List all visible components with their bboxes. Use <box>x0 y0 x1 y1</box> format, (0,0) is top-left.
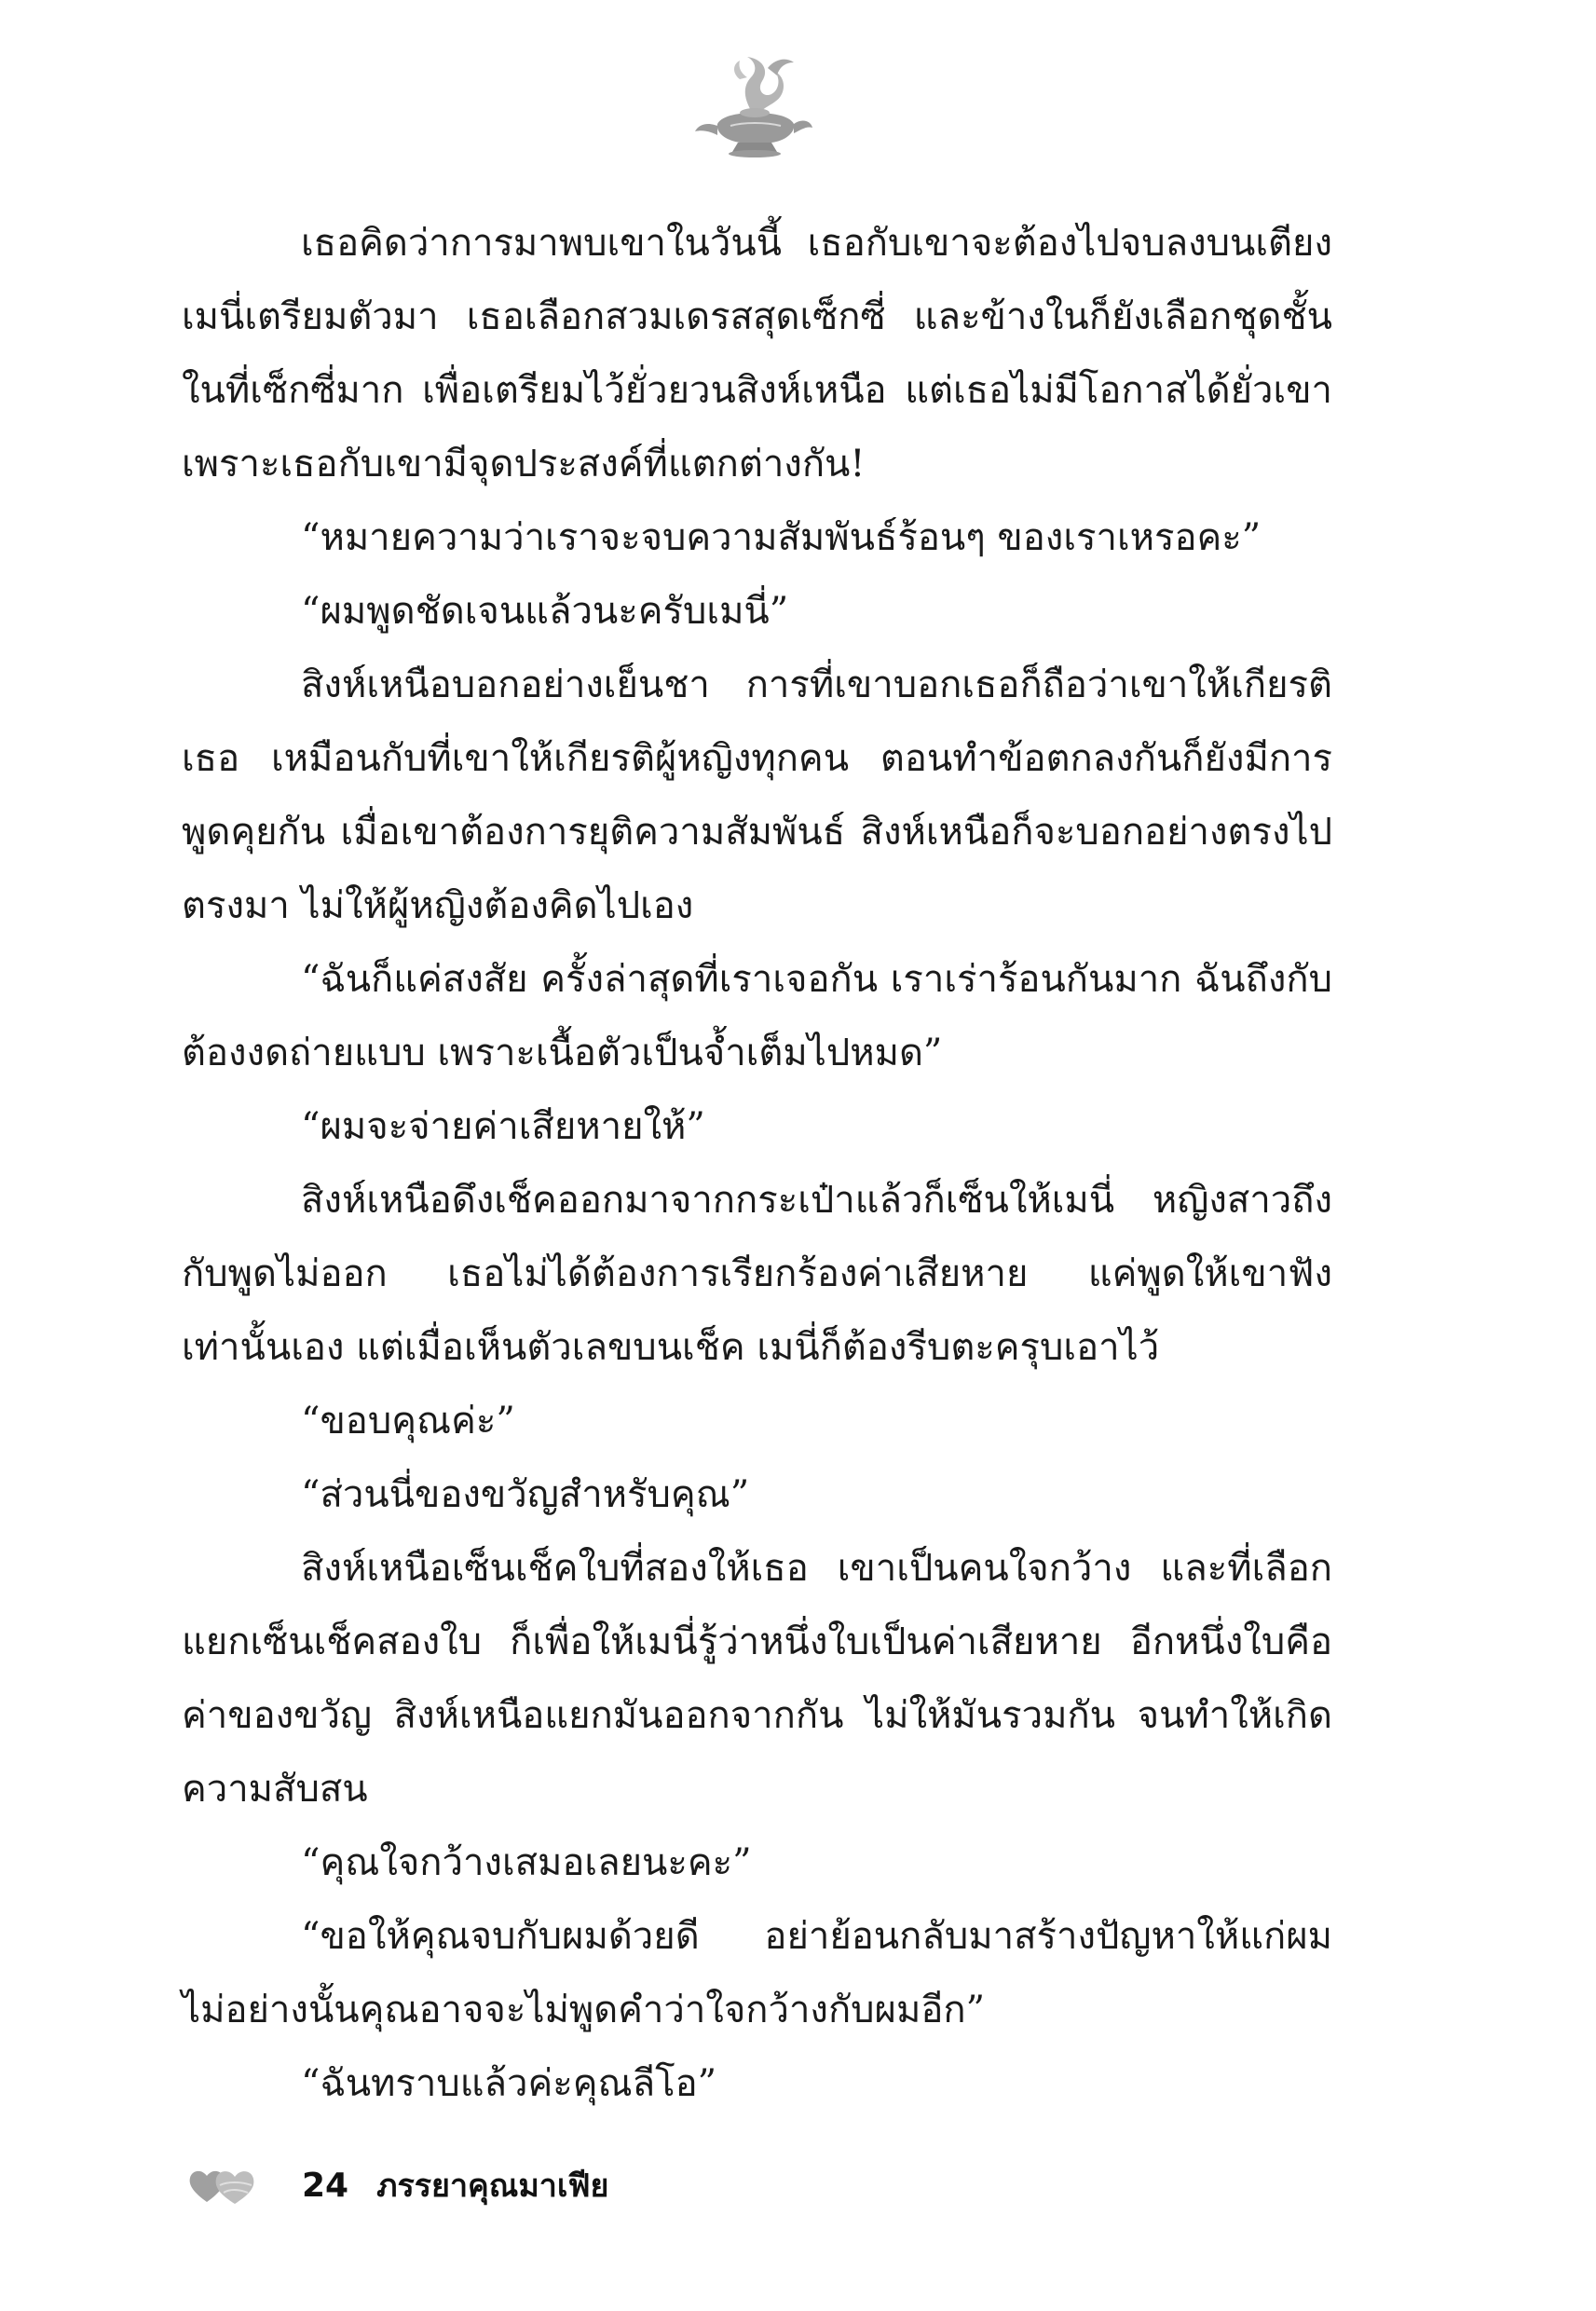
genie-lamp-icon <box>689 51 820 163</box>
paragraph-2: “หมายความว่าเราจะจบความสัมพันธ์ร้อนๆ ของเราเหรอคะ” <box>301 516 1262 559</box>
paragraph-1: เธอคิดว่าการมาพบเขาในวันนี้ เธอกับเขาจะต้องไปจบลงบนเตียง เมนี่เตรียมตัวมา เธอเลือกสวมเดรสสุดเซ็กซี่ และข้างในก็ยังเลือกชุดชั้นในที่เซ็กซี่มาก เพื่อเตรียมไว้ยั่วยวนสิงห์เหนือ แต่เธอไม่มีโอกาสได้ยั่วเขา เพราะเธอกับเขามีจุดประสงค์ที่แตกต่างกัน! <box>182 222 1332 485</box>
paragraph-3: “ผมพูดชัดเจนแล้วนะครับเมนี่” <box>301 590 789 633</box>
body-text <box>182 207 1332 2121</box>
page-number: 24 <box>302 2166 349 2205</box>
paragraph-6: “ผมจะจ่ายค่าเสียหายให้” <box>301 1105 705 1148</box>
paragraph-8: “ขอบคุณค่ะ” <box>301 1400 515 1443</box>
paragraph-7: สิงห์เหนือดึงเช็คออกมาจากกระเป๋าแล้วก็เซ็นให้เมนี่ หญิงสาวถึงกับพูดไม่ออก เธอไม่ได้ต้องการเรียกร้องค่าเสียหาย แค่พูดให้เขาฟังเท่านั้นเอง แต่เมื่อเห็นตัวเลขบนเช็ค เมนี่ก็ต้องรีบตะครุบเอาไว้ <box>182 1179 1332 1369</box>
paragraph-9: “ส่วนนี่ของขวัญสำหรับคุณ” <box>301 1473 750 1516</box>
paragraph-11: “คุณใจกว้างเสมอเลยนะคะ” <box>301 1841 752 1884</box>
paragraph-5: “ฉันก็แค่สงสัย ครั้งล่าสุดที่เราเจอกัน เราเร่าร้อนกันมาก ฉันถึงกับต้องงดถ่ายแบบ เพราะเนื้อตัวเป็นจ้ำเต็มไปหมด” <box>182 958 1332 1074</box>
paragraph-10: สิงห์เหนือเซ็นเช็คใบที่สองให้เธอ เขาเป็นคนใจกว้าง และที่เลือกแยกเซ็นเช็คสองใบ ก็เพื่อให้เมนี่รู้ว่าหนึ่งใบเป็นค่าเสียหาย อีกหนึ่งใบคือค่าของขวัญ สิงห์เหนือแยกมันออกจากกัน ไม่ให้มันรวมกัน จนทำให้เกิดความสับสน <box>182 1547 1332 1811</box>
paragraph-13: “ฉันทราบแล้วค่ะคุณลีโอ” <box>301 2062 717 2105</box>
paragraph-4: สิงห์เหนือบอกอย่างเย็นชา การที่เขาบอกเธอก็ถือว่าเขาให้เกียรติเธอ เหมือนกับที่เขาให้เกียรติผู้หญิงทุกคน ตอนทำข้อตกลงกันก็ยังมีการพูดคุยกัน เมื่อเขาต้องการยุติความสัมพันธ์ สิงห์เหนือก็จะบอกอย่างตรงไปตรงมา ไม่ให้ผู้หญิงต้องคิดไปเอง <box>182 663 1332 927</box>
page-footer <box>186 2162 608 2208</box>
hearts-icon <box>186 2165 263 2206</box>
book-title: ภรรยาคุณมาเฟีย <box>376 2167 609 2205</box>
paragraph-12: “ขอให้คุณจบกับผมด้วยดี อย่าย้อนกลับมาสร้างปัญหาให้แก่ผม ไม่อย่างนั้นคุณอาจจะไม่พูดคำว่าใจกว้างกับผมอีก” <box>182 1915 1332 2031</box>
